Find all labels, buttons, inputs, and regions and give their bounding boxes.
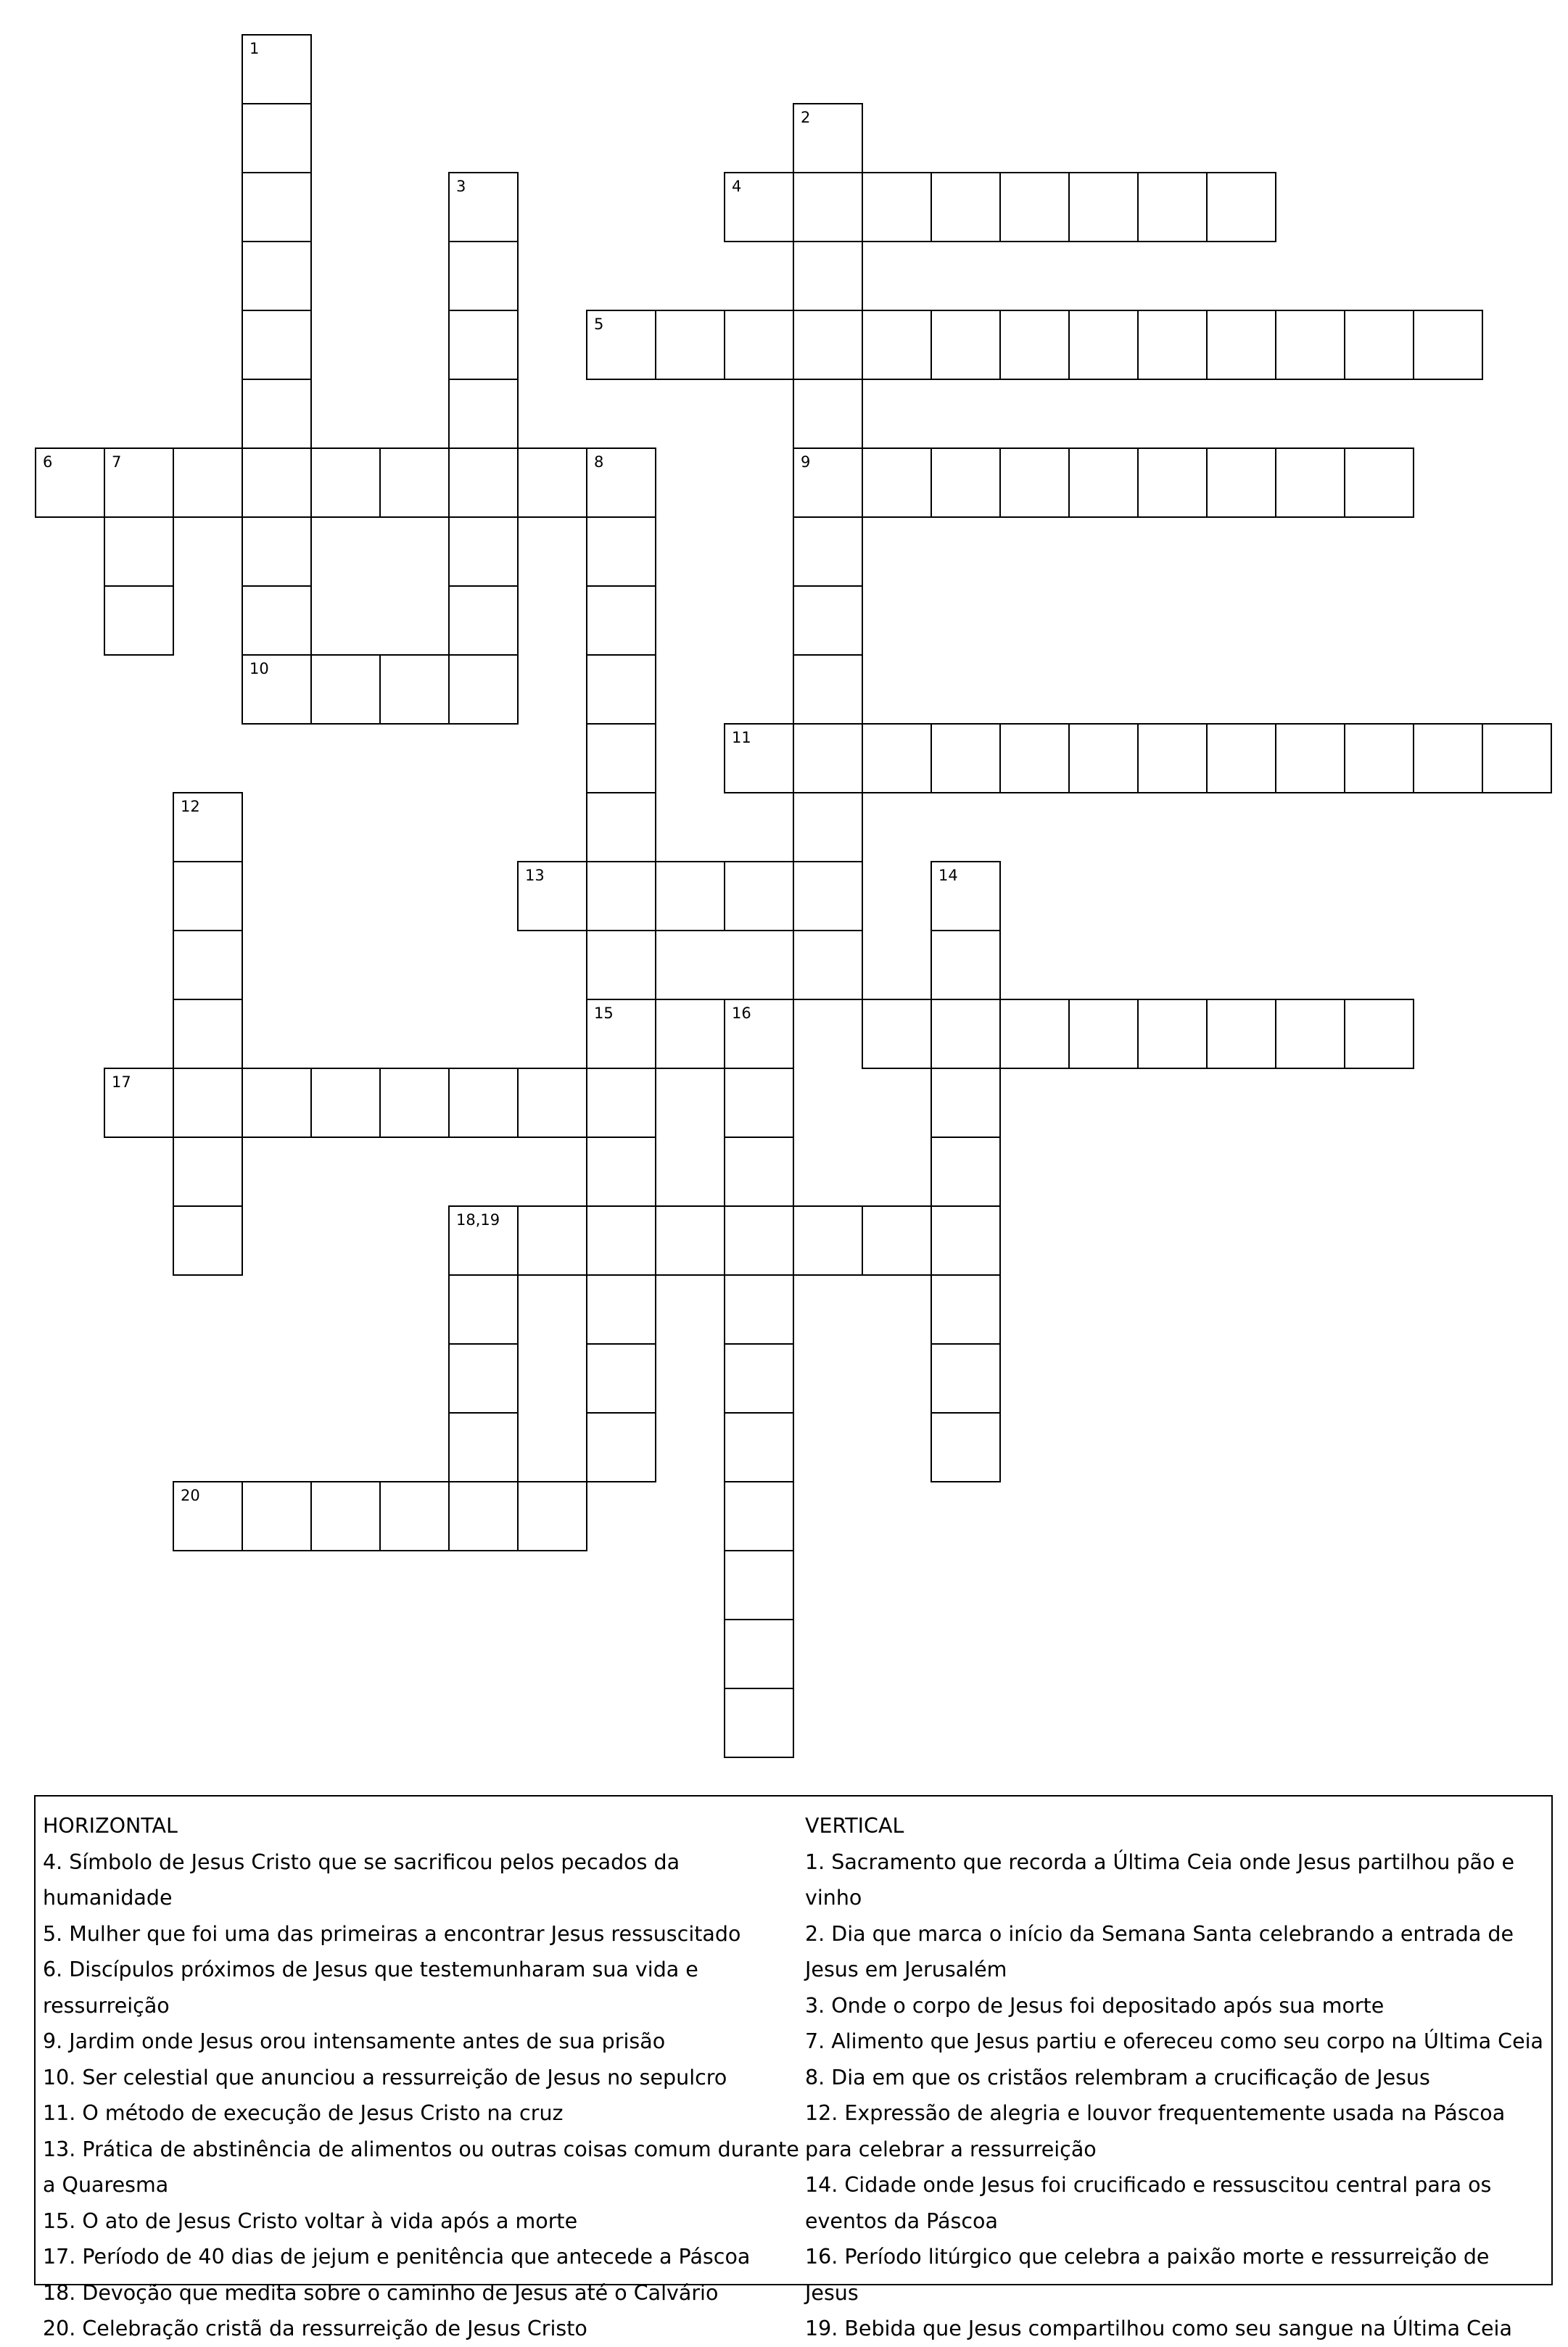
grid-cell[interactable] xyxy=(173,1205,243,1276)
grid-cell[interactable] xyxy=(1275,999,1345,1069)
clue-number: 11 xyxy=(732,729,751,746)
grid-cell[interactable] xyxy=(931,172,1001,242)
grid-cell[interactable] xyxy=(586,999,656,1069)
clue-horizontal-5: 5. Mulher que foi uma das primeiras a encontrar Jesus ressuscitado xyxy=(43,1921,741,1946)
grid-cell[interactable] xyxy=(724,1343,794,1414)
grid-cell[interactable] xyxy=(724,172,794,242)
grid-cell[interactable] xyxy=(793,585,863,656)
grid-cell[interactable] xyxy=(862,723,932,793)
grid-cell[interactable] xyxy=(448,172,519,242)
clue-number: 17 xyxy=(112,1073,131,1091)
grid-cell[interactable] xyxy=(655,310,725,380)
grid-cell[interactable] xyxy=(242,310,312,380)
grid-cell[interactable] xyxy=(310,1068,381,1138)
grid-cell[interactable] xyxy=(793,379,863,449)
grid-cell[interactable] xyxy=(931,1412,1001,1482)
grid-cell[interactable] xyxy=(931,1205,1001,1276)
grid-cell[interactable] xyxy=(931,1343,1001,1414)
grid-cell[interactable] xyxy=(586,861,656,931)
grid-cell[interactable] xyxy=(724,861,794,931)
clue-number: 3 xyxy=(456,178,466,195)
grid-cell[interactable] xyxy=(586,654,656,725)
grid-cell[interactable] xyxy=(999,172,1070,242)
grid-cell[interactable] xyxy=(1137,310,1208,380)
grid-cell[interactable] xyxy=(1068,310,1139,380)
grid-cell[interactable] xyxy=(448,310,519,380)
grid-cell[interactable] xyxy=(1344,723,1414,793)
grid-cell[interactable] xyxy=(1206,999,1276,1069)
grid-cell[interactable] xyxy=(931,310,1001,380)
grid-cell[interactable] xyxy=(242,585,312,656)
grid-cell[interactable] xyxy=(793,861,863,931)
grid-cell[interactable] xyxy=(1344,447,1414,518)
grid-cell[interactable] xyxy=(448,585,519,656)
grid-cell[interactable] xyxy=(242,1068,312,1138)
grid-cell[interactable] xyxy=(586,1274,656,1345)
grid-cell[interactable] xyxy=(1344,999,1414,1069)
grid-cell[interactable] xyxy=(1137,172,1208,242)
horizontal-heading: HORIZONTAL xyxy=(43,1814,178,1838)
grid-cell[interactable] xyxy=(173,447,243,518)
grid-cell[interactable] xyxy=(1137,723,1208,793)
grid-cell[interactable] xyxy=(793,654,863,725)
grid-cell[interactable] xyxy=(793,172,863,242)
grid-cell[interactable] xyxy=(242,241,312,311)
grid-cell[interactable] xyxy=(586,723,656,793)
grid-cell[interactable] xyxy=(517,1205,587,1276)
grid-cell[interactable] xyxy=(862,310,932,380)
grid-cell[interactable] xyxy=(724,1137,794,1207)
clue-number: 16 xyxy=(732,1005,751,1022)
grid-cell[interactable] xyxy=(104,585,174,656)
grid-cell[interactable] xyxy=(931,1137,1001,1207)
grid-cell[interactable] xyxy=(724,1068,794,1138)
grid-cell[interactable] xyxy=(931,1068,1001,1138)
grid-cell[interactable] xyxy=(1206,447,1276,518)
grid-cell[interactable] xyxy=(448,379,519,449)
grid-cell[interactable] xyxy=(793,792,863,862)
grid-cell[interactable] xyxy=(862,999,932,1069)
clue-vertical-12: 12. Expressão de alegria e louvor frequentemente usada na Páscoa para celebrar a ressurreição xyxy=(805,2101,1506,2161)
grid-cell[interactable] xyxy=(655,861,725,931)
clue-number: 6 xyxy=(43,453,53,471)
clue-number: 20 xyxy=(181,1487,200,1504)
grid-cell[interactable] xyxy=(448,516,519,587)
grid-cell[interactable] xyxy=(1137,447,1208,518)
clue-number: 12 xyxy=(181,798,200,815)
grid-cell[interactable] xyxy=(1275,310,1345,380)
clue-number: 10 xyxy=(249,660,269,677)
grid-cell[interactable] xyxy=(1482,723,1552,793)
grid-cell[interactable] xyxy=(793,1205,863,1276)
clue-horizontal-20: 20. Celebração cristã da ressurreição de Jesus Cristo xyxy=(43,2317,587,2340)
grid-cell[interactable] xyxy=(104,516,174,587)
grid-cell[interactable] xyxy=(173,1068,243,1138)
clue-horizontal-15: 15. O ato de Jesus Cristo voltar à vida após a morte xyxy=(43,2208,578,2233)
grid-cell[interactable] xyxy=(104,447,174,518)
clue-horizontal-4: 4. Símbolo de Jesus Cristo que se sacrificou pelos pecados da humanidade xyxy=(43,1849,680,1910)
grid-cell[interactable] xyxy=(448,447,519,518)
clue-horizontal-6: 6. Discípulos próximos de Jesus que testemunharam sua vida e ressurreição xyxy=(43,1958,698,2018)
clue-vertical-8: 8. Dia em que os cristãos relembram a crucificação de Jesus xyxy=(805,2065,1430,2090)
grid-cell[interactable] xyxy=(1068,723,1139,793)
grid-cell[interactable] xyxy=(517,1481,587,1551)
clue-number: 18,19 xyxy=(456,1211,500,1229)
grid-cell[interactable] xyxy=(793,103,863,173)
grid-cell[interactable] xyxy=(379,447,450,518)
grid-cell[interactable] xyxy=(793,930,863,1000)
clue-number: 8 xyxy=(594,453,604,471)
grid-cell[interactable] xyxy=(586,1412,656,1482)
clue-vertical-7: 7. Alimento que Jesus partiu e ofereceu como seu corpo na Última Ceia xyxy=(805,2029,1543,2053)
grid-cell[interactable] xyxy=(586,516,656,587)
grid-cell[interactable] xyxy=(931,447,1001,518)
grid-cell[interactable] xyxy=(1275,447,1345,518)
clue-number: 1 xyxy=(249,40,260,57)
grid-cell[interactable] xyxy=(1068,172,1139,242)
grid-cell[interactable] xyxy=(242,516,312,587)
grid-cell[interactable] xyxy=(35,447,105,518)
clue-horizontal-18: 18. Devoção que medita sobre o caminho de Jesus até o Calvário xyxy=(43,2280,719,2305)
grid-cell[interactable] xyxy=(1068,447,1139,518)
grid-cell[interactable] xyxy=(173,1137,243,1207)
clue-horizontal-17: 17. Período de 40 dias de jejum e penitência que antecede a Páscoa xyxy=(43,2245,751,2269)
grid-cell[interactable] xyxy=(586,1205,656,1276)
grid-cell[interactable] xyxy=(931,1274,1001,1345)
grid-cell[interactable] xyxy=(999,999,1070,1069)
grid-cell[interactable] xyxy=(724,1688,794,1758)
grid-cell[interactable] xyxy=(1137,999,1208,1069)
grid-cell[interactable] xyxy=(310,1481,381,1551)
grid-cell[interactable] xyxy=(1068,999,1139,1069)
grid-cell[interactable] xyxy=(724,1412,794,1482)
grid-cell[interactable] xyxy=(586,792,656,862)
grid-cell[interactable] xyxy=(242,379,312,449)
grid-cell[interactable] xyxy=(724,1550,794,1620)
clue-vertical-14: 14. Cidade onde Jesus foi crucificado e ressuscitou central para os eventos da Páscoa xyxy=(805,2173,1492,2233)
grid-cell[interactable] xyxy=(655,1205,725,1276)
grid-cell[interactable] xyxy=(310,654,381,725)
grid-cell[interactable] xyxy=(724,723,794,793)
clue-vertical-3: 3. Onde o corpo de Jesus foi depositado após sua morte xyxy=(805,1993,1385,2018)
grid-cell[interactable] xyxy=(586,447,656,518)
grid-cell[interactable] xyxy=(1413,310,1483,380)
grid-cell[interactable] xyxy=(1206,172,1276,242)
grid-cell[interactable] xyxy=(173,792,243,862)
grid-cell[interactable] xyxy=(586,1068,656,1138)
grid-cell[interactable] xyxy=(242,103,312,173)
grid-cell[interactable] xyxy=(1344,310,1414,380)
grid-cell[interactable] xyxy=(862,1205,932,1276)
grid-cell[interactable] xyxy=(517,1068,587,1138)
grid-cell[interactable] xyxy=(448,1481,519,1551)
grid-cell[interactable] xyxy=(242,654,312,725)
grid-cell[interactable] xyxy=(931,861,1001,931)
clue-number: 15 xyxy=(594,1005,614,1022)
clue-horizontal-13: 13. Prática de abstinência de alimentos ou outras coisas comum durante a Quaresma xyxy=(43,2137,799,2197)
clue-number: 4 xyxy=(732,178,742,195)
grid-cell[interactable] xyxy=(448,1412,519,1482)
grid-cell[interactable] xyxy=(173,1481,243,1551)
grid-cell[interactable] xyxy=(1413,723,1483,793)
grid-cell[interactable] xyxy=(931,723,1001,793)
grid-cell[interactable] xyxy=(448,1068,519,1138)
grid-cell[interactable] xyxy=(586,930,656,1000)
grid-cell[interactable] xyxy=(517,447,587,518)
clue-vertical-16: 16. Período litúrgico que celebra a paixão morte e ressurreição de Jesus xyxy=(805,2245,1490,2305)
clue-horizontal-9: 9. Jardim onde Jesus orou intensamente antes de sua prisão xyxy=(43,2029,666,2053)
grid-cell[interactable] xyxy=(379,654,450,725)
grid-cell[interactable] xyxy=(724,1481,794,1551)
grid-cell[interactable] xyxy=(931,999,1001,1069)
grid-cell[interactable] xyxy=(586,1343,656,1414)
clue-number: 13 xyxy=(525,867,545,884)
clue-vertical-2: 2. Dia que marca o início da Semana Santa celebrando a entrada de Jesus em Jerusalém xyxy=(805,1921,1514,1981)
grid-cell[interactable] xyxy=(173,930,243,1000)
horizontal-clues xyxy=(43,1808,801,2347)
vertical-heading: VERTICAL xyxy=(805,1814,904,1838)
grid-cell[interactable] xyxy=(104,1068,174,1138)
grid-cell[interactable] xyxy=(448,1205,519,1276)
grid-cell[interactable] xyxy=(999,310,1070,380)
grid-cell[interactable] xyxy=(173,999,243,1069)
grid-cell[interactable] xyxy=(1206,310,1276,380)
grid-cell[interactable] xyxy=(862,172,932,242)
grid-cell[interactable] xyxy=(793,241,863,311)
grid-cell[interactable] xyxy=(379,1481,450,1551)
grid-cell[interactable] xyxy=(310,447,381,518)
grid-cell[interactable] xyxy=(242,172,312,242)
grid-cell[interactable] xyxy=(379,1068,450,1138)
clue-vertical-19: 19. Bebida que Jesus compartilhou como seu sangue na Última Ceia xyxy=(805,2317,1512,2340)
clue-number: 5 xyxy=(594,315,604,333)
grid-cell[interactable] xyxy=(724,1274,794,1345)
grid-cell[interactable] xyxy=(655,999,725,1069)
grid-cell[interactable] xyxy=(999,723,1070,793)
clue-number: 9 xyxy=(801,453,811,471)
grid-cell[interactable] xyxy=(724,1205,794,1276)
grid-cell[interactable] xyxy=(517,861,587,931)
grid-cell[interactable] xyxy=(724,999,794,1069)
grid-cell[interactable] xyxy=(173,861,243,931)
grid-cell[interactable] xyxy=(862,447,932,518)
grid-cell[interactable] xyxy=(724,310,794,380)
grid-cell[interactable] xyxy=(793,310,863,380)
clue-number: 14 xyxy=(938,867,958,884)
grid-cell[interactable] xyxy=(586,1137,656,1207)
clue-number: 7 xyxy=(112,453,122,471)
grid-cell[interactable] xyxy=(586,310,656,380)
clues-box xyxy=(34,1795,1553,2340)
clue-vertical-1: 1. Sacramento que recorda a Última Ceia onde Jesus partilhou pão e vinho xyxy=(805,1849,1514,1910)
grid-cell[interactable] xyxy=(242,1481,312,1551)
vertical-clues xyxy=(805,1808,1545,2347)
grid-cell[interactable] xyxy=(931,930,1001,1000)
grid-cell[interactable] xyxy=(448,654,519,725)
grid-cell[interactable] xyxy=(1275,723,1345,793)
grid-cell[interactable] xyxy=(724,1619,794,1689)
grid-cell[interactable] xyxy=(793,723,863,793)
grid-cell[interactable] xyxy=(999,447,1070,518)
clue-horizontal-11: 11. O método de execução de Jesus Cristo na cruz xyxy=(43,2101,564,2125)
clue-number: 2 xyxy=(801,109,811,126)
grid-cell[interactable] xyxy=(448,1274,519,1345)
grid-cell[interactable] xyxy=(448,1343,519,1414)
clue-horizontal-10: 10. Ser celestial que anunciou a ressurreição de Jesus no sepulcro xyxy=(43,2065,727,2090)
grid-cell[interactable] xyxy=(793,447,863,518)
grid-cell[interactable] xyxy=(586,585,656,656)
grid-cell[interactable] xyxy=(1206,723,1276,793)
grid-cell[interactable] xyxy=(242,447,312,518)
grid-cell[interactable] xyxy=(242,34,312,104)
grid-cell[interactable] xyxy=(448,241,519,311)
grid-cell[interactable] xyxy=(793,516,863,587)
